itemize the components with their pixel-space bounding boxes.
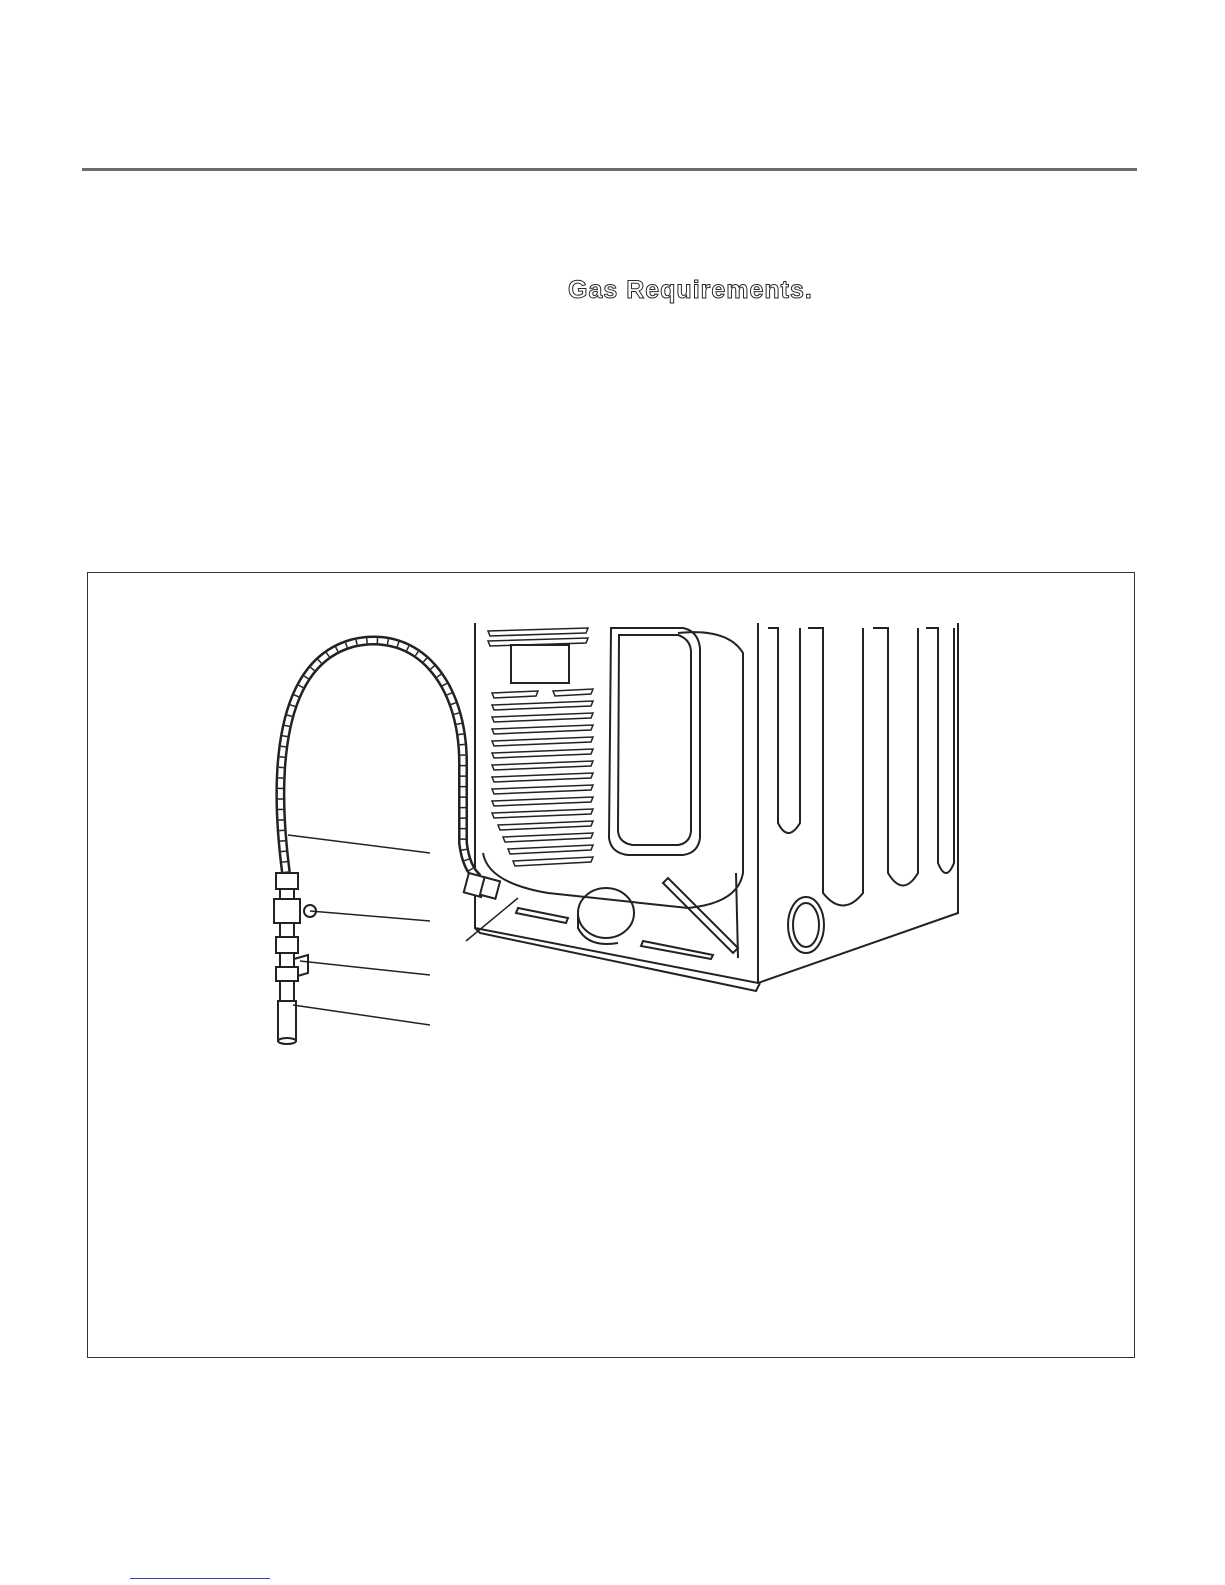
gas-requirements-heading: Gas Requirements. xyxy=(568,276,813,304)
flexible-gas-hose xyxy=(280,641,478,878)
footer-link-underline xyxy=(130,1578,270,1579)
gas-supply-pipe xyxy=(274,873,316,1044)
gas-dryer-connection-illustration xyxy=(88,573,1136,1359)
dryer-cabinet xyxy=(475,623,958,991)
dryer-inlet-connector xyxy=(464,873,500,899)
header-rule xyxy=(82,168,1137,171)
gas-connection-figure xyxy=(87,572,1135,1358)
